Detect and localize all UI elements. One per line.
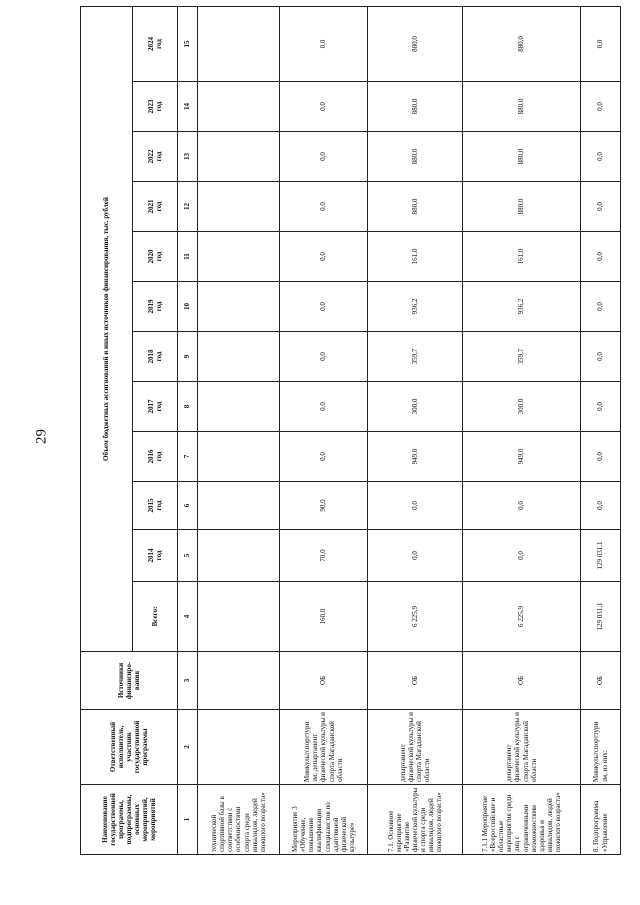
table-row: [463, 6, 581, 854]
row-value-2015: 0,0: [368, 482, 463, 530]
table-body: [198, 6, 621, 854]
row-value-2017: 0,0: [280, 382, 368, 432]
row-value-2021: 0,0: [280, 182, 368, 232]
col-number: 12: [178, 182, 198, 232]
table-row: [368, 6, 463, 854]
table-row: [581, 6, 621, 854]
row-value-2018: [198, 332, 280, 382]
col-number: 4: [178, 582, 198, 652]
col-number: 13: [178, 132, 198, 182]
header-year-2023: 2023 год: [133, 82, 178, 132]
header-year-2024: 2024 год: [133, 6, 178, 81]
col-number: 2: [178, 710, 198, 785]
row-value-2017: 300,0: [368, 382, 463, 432]
col-number: 5: [178, 530, 198, 582]
header-year-2020: 2020 год: [133, 232, 178, 282]
row-value-2018: 0,0: [581, 332, 621, 382]
row-value-2023: 880,0: [368, 82, 463, 132]
row-value-2014: [198, 530, 280, 582]
col-number: 8: [178, 382, 198, 432]
row-value-2014: 70,0: [280, 530, 368, 582]
row-source: ОБ: [368, 652, 463, 710]
row-value-2020: 161,0: [368, 232, 463, 282]
row-value-2024: 0,0: [581, 6, 621, 81]
row-value-2020: 161,0: [463, 232, 581, 282]
row-value-2016: 949,0: [368, 432, 463, 482]
row-value-2019: 936,2: [368, 282, 463, 332]
row-value-2023: 880,0: [463, 82, 581, 132]
row-total: 160,0: [280, 582, 368, 652]
row-total: [198, 582, 280, 652]
row-total: 129 031,1: [581, 582, 621, 652]
row-value-2019: 0,0: [581, 282, 621, 332]
row-responsible: [198, 710, 280, 785]
row-name: 8. Подпрограмма «Управление: [581, 785, 621, 855]
row-value-2021: 880,0: [463, 182, 581, 232]
table-row: [198, 6, 280, 854]
header-funding-title: Объем бюджетных ассигнований и иных источников финансирования, тыс. рублей: [81, 6, 133, 651]
row-name: технической спортивной базы в соответствии с особенностями спорта среди инвалидов, людей пожилого возраста»: [198, 785, 280, 855]
col-number: 15: [178, 6, 198, 81]
row-responsible: департамент физической культуры и спорта Магаданской области: [368, 710, 463, 785]
row-value-2024: 880,0: [463, 6, 581, 81]
rotated-table-container: [80, 7, 609, 855]
row-value-2022: 880,0: [368, 132, 463, 182]
col-number: 3: [178, 652, 198, 710]
col-number: 9: [178, 332, 198, 382]
row-value-2021: 880,0: [368, 182, 463, 232]
row-responsible: Минкультспорттури зм; департамент физической культуры и спорта Магаданской области: [280, 710, 368, 785]
row-value-2021: [198, 182, 280, 232]
header-name: Наименование государственной программы, подпрограммы, основных мероприятий, мероприятий: [81, 785, 178, 855]
row-value-2023: [198, 82, 280, 132]
row-value-2014: 0,0: [463, 530, 581, 582]
row-total: 6 225,9: [463, 582, 581, 652]
row-value-2018: 359,7: [463, 332, 581, 382]
row-value-2024: [198, 6, 280, 81]
row-value-2018: 359,7: [368, 332, 463, 382]
page-number: 29: [33, 429, 50, 444]
col-number: 6: [178, 482, 198, 530]
row-value-2019: 0,0: [280, 282, 368, 332]
row-value-2022: 880,0: [463, 132, 581, 182]
row-name: 7.1. Основное мероприятие «Развитие физической культуры и спорта среди инвалидов, людей пожилого возраста»: [368, 785, 463, 855]
row-value-2024: 880,0: [368, 6, 463, 81]
row-value-2019: [198, 282, 280, 332]
row-value-2022: 0,0: [280, 132, 368, 182]
row-value-2015: [198, 482, 280, 530]
row-value-2015: 0,0: [463, 482, 581, 530]
row-value-2024: 0,0: [280, 6, 368, 81]
row-value-2022: 0,0: [581, 132, 621, 182]
col-number: 10: [178, 282, 198, 332]
row-value-2019: 936,2: [463, 282, 581, 332]
col-number: 11: [178, 232, 198, 282]
header-year-2015: 2015 год: [133, 482, 178, 530]
row-value-2015: 90,0: [280, 482, 368, 530]
row-value-2014: 0,0: [368, 530, 463, 582]
row-value-2018: 0,0: [280, 332, 368, 382]
row-value-2016: 0,0: [280, 432, 368, 482]
row-value-2016: 949,0: [463, 432, 581, 482]
row-value-2020: 0,0: [581, 232, 621, 282]
header-source: Источники финансиро-вания: [81, 652, 178, 710]
header-year-2017: 2017 год: [133, 382, 178, 432]
col-number: 1: [178, 785, 198, 855]
row-total: 6 225,9: [368, 582, 463, 652]
header-year-2014: 2014 год: [133, 530, 178, 582]
row-responsible: департамент физической культуры и спорта Магаданской области: [463, 710, 581, 785]
header-year-2016: 2016 год: [133, 432, 178, 482]
header-year-2018: 2018 год: [133, 332, 178, 382]
funding-table: [80, 6, 621, 855]
header-row-top: [81, 6, 133, 854]
row-value-2020: 0,0: [280, 232, 368, 282]
column-number-row: [178, 6, 198, 854]
row-value-2017: 0,0: [581, 382, 621, 432]
row-source: ОБ: [280, 652, 368, 710]
row-value-2021: 0,0: [581, 182, 621, 232]
row-value-2023: 0,0: [280, 82, 368, 132]
row-value-2020: [198, 232, 280, 282]
row-name: 7.1.1 Мероприятие «Всероссийские и областные мероприятия среди лиц с ограниченными возможностями здоровья и инвалидов, людей пожилого возраста»: [463, 785, 581, 855]
col-number: 14: [178, 82, 198, 132]
row-source: [198, 652, 280, 710]
header-total: Всего:: [133, 582, 178, 652]
col-number: 7: [178, 432, 198, 482]
row-value-2016: 0,0: [581, 432, 621, 482]
row-value-2014: 129 031,1: [581, 530, 621, 582]
row-value-2022: [198, 132, 280, 182]
row-value-2017: [198, 382, 280, 432]
row-source: ОБ: [463, 652, 581, 710]
header-year-2019: 2019 год: [133, 282, 178, 332]
row-value-2017: 300,0: [463, 382, 581, 432]
header-year-2021: 2021 год: [133, 182, 178, 232]
header-responsible: Ответственный исполнитель, участник государственной программы: [81, 710, 178, 785]
header-year-2022: 2022 год: [133, 132, 178, 182]
row-value-2016: [198, 432, 280, 482]
row-value-2023: 0,0: [581, 82, 621, 132]
row-name: Мероприятие 3 «Обучение, повышение квалификации специалистов по адаптивной физической культуре»: [280, 785, 368, 855]
row-responsible: Минкультспорттури зм, из них:: [581, 710, 621, 785]
row-source: ОБ: [581, 652, 621, 710]
row-value-2015: 0,0: [581, 482, 621, 530]
table-row: [280, 6, 368, 854]
